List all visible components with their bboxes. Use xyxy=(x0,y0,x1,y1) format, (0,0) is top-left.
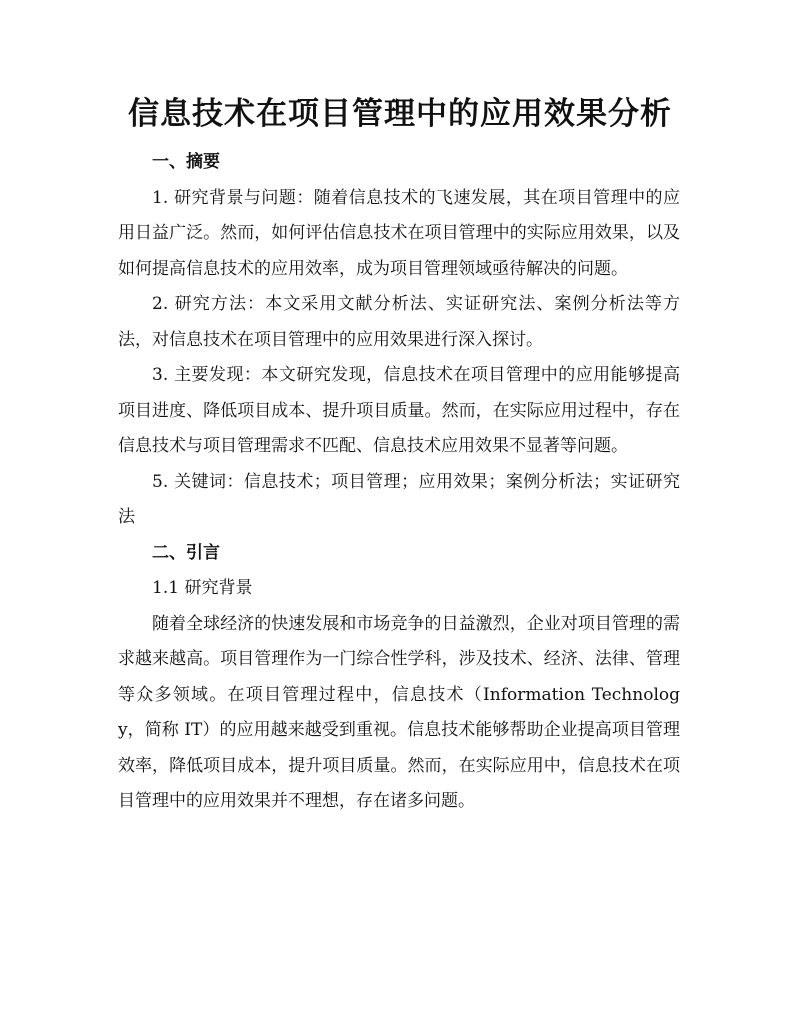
abstract-item-background: 1. 研究背景与问题：随着信息技术的飞速发展，其在项目管理中的应用日益广泛。然而，如何评估信息技术在项目管理中的实际应用效果，以及如何提高信息技术的应用效率，成为项目管理领域亟待解决的问题。 xyxy=(118,187,680,279)
abstract-item-keywords: 5. 关键词：信息技术；项目管理；应用效果；案例分析法；实证研究法 xyxy=(118,471,680,527)
introduction-paragraph: 随着全球经济的快速发展和市场竞争的日益激烈，企业对项目管理的需求越来越高。项目管理作为一门综合性学科，涉及技术、经济、法律、管理等众多领域。在项目管理过程中，信息技术（Information Technology，简称 IT）的应用越来越受到重视。信息技术能够帮助企业提高项目管理效率，降低项目成本，提升项目质量。然而，在实际应用中，信息技术在项目管理中的应用效果并不理想，存在诸多问题。 xyxy=(118,613,680,811)
abstract-item-findings: 3. 主要发现：本文研究发现，信息技术在项目管理中的应用能够提高项目进度、降低项目成本、提升项目质量。然而，在实际应用过程中，存在信息技术与项目管理需求不匹配、信息技术应用效果不显著等问题。 xyxy=(118,365,680,456)
section-heading-abstract: 一、摘要 xyxy=(152,152,220,172)
document-title: 信息技术在项目管理中的应用效果分析 xyxy=(128,96,672,132)
document-body xyxy=(118,145,680,820)
abstract-item-methods: 2. 研究方法：本文采用文献分析法、实证研究法、案例分析法等方法，对信息技术在项目管理中的应用效果进行深入探讨。 xyxy=(118,294,680,350)
subsection-heading-background: 1.1 研究背景 xyxy=(152,578,253,598)
section-heading-introduction: 二、引言 xyxy=(152,542,220,563)
